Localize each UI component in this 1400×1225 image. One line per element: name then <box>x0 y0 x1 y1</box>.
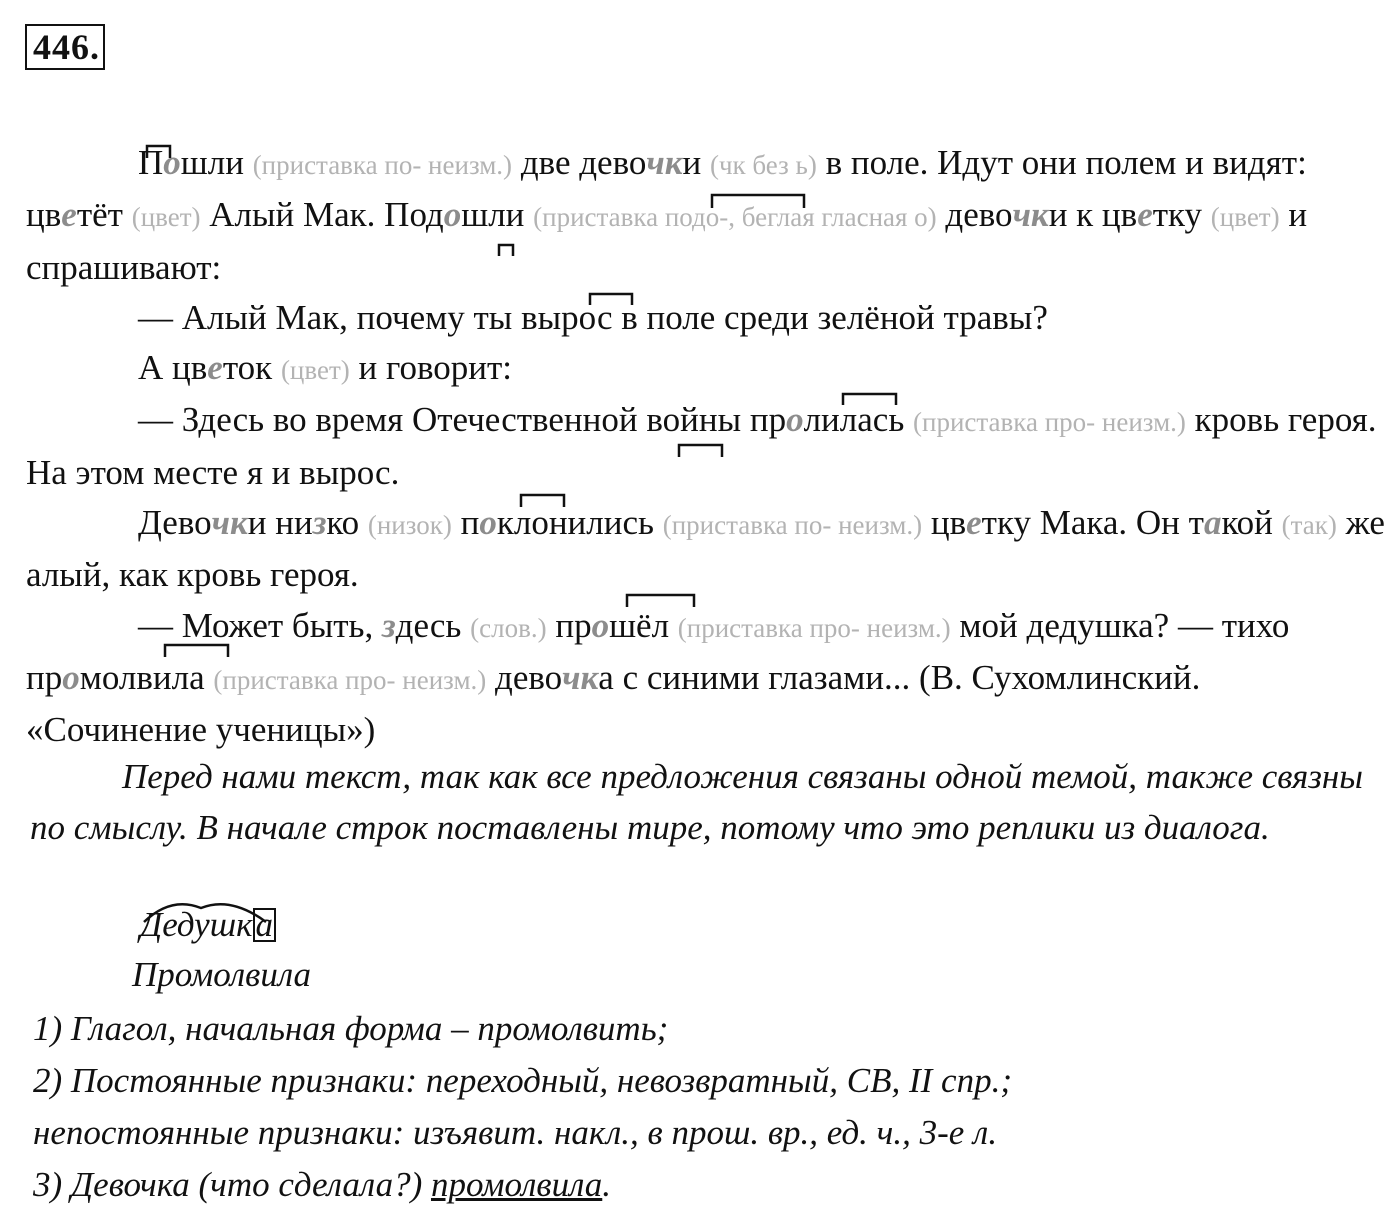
text-fragment: мой дедушка? — тихо пр <box>26 605 1290 697</box>
text-fragment: две дево <box>520 143 647 182</box>
highlight-vowel: е <box>61 195 77 235</box>
prefix-mark <box>147 146 170 158</box>
prefix-mark <box>679 445 722 457</box>
text-fragment: и <box>682 143 702 182</box>
note: (чк без ь) <box>709 150 817 180</box>
highlight-vowel: о <box>591 605 610 645</box>
text-fragment: и ни <box>247 503 313 543</box>
highlight-vowel: о <box>479 503 497 543</box>
note: (цвет) <box>280 355 350 386</box>
text-fragment: Дево <box>138 503 212 543</box>
text-fragment: шёл <box>609 605 670 645</box>
note: (так) <box>1281 510 1337 541</box>
highlight-vowel: е <box>1137 195 1153 235</box>
highlight-letters: чк <box>646 143 683 182</box>
word-ending: а <box>253 908 277 942</box>
text-fragment: — Может быть, <box>138 605 383 645</box>
text-fragment: цв <box>930 503 967 543</box>
highlight-vowel: о <box>443 195 462 235</box>
highlight-vowel: о <box>786 400 804 440</box>
text-fragment: 3) Девочка (что сделала?) <box>33 1165 431 1204</box>
highlight-vowel: о <box>163 143 181 182</box>
text-fragment: тку Мака. Он т <box>981 503 1204 543</box>
note: (приставка по- неизм.) <box>252 150 513 180</box>
text-fragment: шли <box>461 195 525 235</box>
note: (приставка про- неизм.) <box>913 407 1186 438</box>
prefix-mark <box>165 645 228 657</box>
text-fragment: кой <box>1221 503 1273 543</box>
analysis-paragraph: Перед нами текст, так как все предложения связаны одной темой, также связны по смыслу. В начале строк поставлены тире, потому что это реплики из диалога. <box>30 757 1363 847</box>
text-fragment: лилась <box>803 400 905 440</box>
text-fragment: п <box>460 503 480 543</box>
prefix-mark <box>712 195 804 208</box>
note: (низок) <box>367 510 452 541</box>
word-stem: Дедушк <box>140 905 253 944</box>
text-fragment: дево <box>945 195 1013 235</box>
note: (приставка подо-, беглая гласная о) <box>533 202 937 233</box>
prefix-mark <box>843 394 896 405</box>
morph-item-3 <box>33 1159 1012 1211</box>
note: (цвет) <box>1210 202 1280 233</box>
text-fragment: клонились <box>496 503 654 543</box>
text-fragment: молвила <box>79 657 205 697</box>
text-fragment: кровь героя. На этом месте я и вырос. <box>26 400 1377 492</box>
text-fragment: — Здесь во время Отечественной войны пр <box>138 400 787 440</box>
highlight-letters: з <box>312 503 327 543</box>
prefix-mark <box>521 495 564 507</box>
prefix-mark <box>499 245 513 256</box>
highlight-vowel: е <box>207 348 223 388</box>
text-fragment: в поле. Идут они полем и видят: цв <box>26 143 1307 235</box>
text-fragment: П <box>138 143 164 182</box>
predicate-word: промолвила <box>430 1165 603 1204</box>
text-fragment: и говорит: <box>358 348 513 388</box>
text-fragment: пр <box>555 605 592 645</box>
morph-analysis <box>33 1003 1012 1211</box>
text-fragment: А цв <box>138 348 208 388</box>
prefix-mark <box>627 595 694 607</box>
text-fragment: же алый, как кровь героя. <box>26 503 1385 595</box>
text-fragment: и к цв <box>1048 195 1138 235</box>
highlight-letters: чк <box>211 503 248 543</box>
dialogue-line: — Алый Мак, почему ты вырос в поле среди зелёной травы? <box>138 297 1048 337</box>
analysis <box>30 752 1395 853</box>
text-fragment: . <box>602 1165 612 1204</box>
highlight-letters: з <box>382 605 396 645</box>
text-fragment: и спрашивают: <box>26 195 1308 287</box>
note: (цвет) <box>131 202 201 233</box>
text-fragment: десь <box>395 605 462 645</box>
morph-item-2b: непостоянные признаки: изъявит. накл., в прош. вр., ед. ч., 3-е л. <box>33 1113 998 1152</box>
highlight-vowel: а <box>1203 503 1222 543</box>
note: (приставка по- неизм.) <box>662 510 923 541</box>
text-fragment: а с синими глазами... (В. Сухомлинский. «Сочинение ученицы») <box>26 657 1201 750</box>
note: (слов.) <box>470 612 547 643</box>
highlight-vowel: о <box>62 657 80 697</box>
text-fragment: ко <box>326 503 360 543</box>
text-fragment: тку <box>1152 195 1203 235</box>
morph-item-2a: 2) Постоянные признаки: переходный, невозвратный, СВ, II спр.; <box>33 1061 1012 1100</box>
morph-item-1: 1) Глагол, начальная форма – промолвить; <box>33 1009 669 1048</box>
prefix-mark <box>590 294 632 305</box>
exercise-number: 446. <box>25 24 105 70</box>
morph-word: Промолвила <box>132 955 312 994</box>
text-fragment: Алый Мак. Под <box>209 195 444 235</box>
word-parse <box>140 905 276 945</box>
highlight-letters: чк <box>562 657 599 697</box>
text-fragment: дево <box>495 657 563 697</box>
note: (приставка про- неизм.) <box>677 612 951 643</box>
highlight-letters: чк <box>1012 195 1049 235</box>
text-fragment: тёт <box>76 195 123 235</box>
note: (приставка про- неизм.) <box>213 664 487 695</box>
text-fragment: ток <box>222 348 273 388</box>
text-fragment: шли <box>180 143 244 182</box>
highlight-vowel: е <box>966 503 982 543</box>
